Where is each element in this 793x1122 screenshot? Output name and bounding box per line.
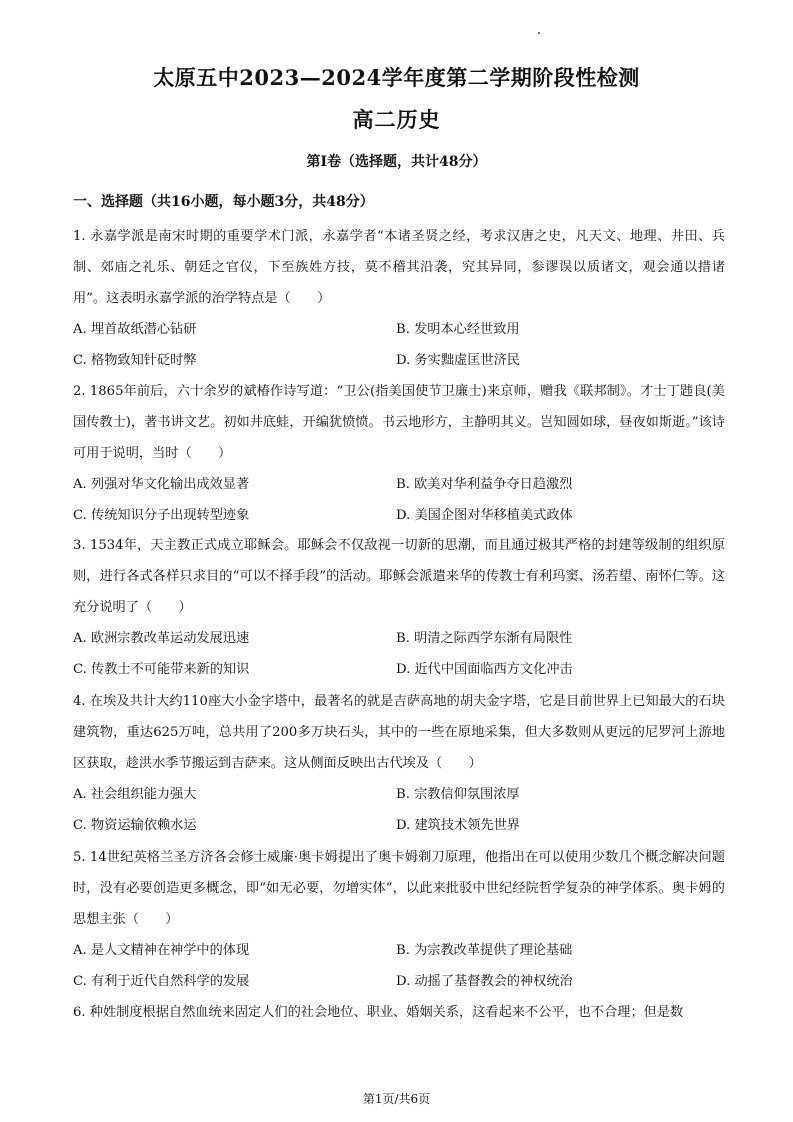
option-b[interactable]: B. 明清之际西学东渐有局限性: [396, 631, 573, 646]
options-row: [73, 314, 725, 345]
scan-dot: [538, 32, 540, 34]
option-d[interactable]: D. 近代中国面临西方文化冲击: [396, 662, 573, 677]
options-row: [73, 779, 725, 810]
question-stem: 4. 在埃及共计大约110座大小金字塔中，最著名的就是吉萨高地的胡夫金字塔，它是目前世界上已知最大的石块建筑物，重达625万吨，总共用了200多万块石头，其中的一些在原地采集，但大多数则从更远的尼罗河上游地区获取，趁洪水季节搬运到吉萨来。这从侧面反映出古代埃及（ ）: [73, 694, 725, 771]
option-c[interactable]: C. 传教士不可能带来新的知识: [73, 662, 250, 677]
option-d[interactable]: D. 建筑技术领先世界: [396, 818, 520, 833]
question-2: [73, 376, 725, 531]
option-c[interactable]: C. 格物致知针砭时弊: [73, 353, 197, 368]
question-3: [73, 530, 725, 685]
option-d[interactable]: D. 动摇了基督教会的神权统治: [396, 974, 573, 989]
option-d[interactable]: D. 美国企图对华移植美式政体: [396, 508, 573, 523]
question-6: [73, 997, 725, 1028]
options-row: [73, 654, 725, 685]
section-heading: 一、选择题（共16小题，每小题3分，共48分）: [73, 194, 374, 210]
option-b[interactable]: B. 发明本心经世致用: [396, 322, 520, 337]
options-row: [73, 810, 725, 841]
part-title: 第Ⅰ卷（选择题，共计48分）: [306, 154, 487, 170]
option-d[interactable]: D. 务实黜虚匡世济民: [396, 353, 520, 368]
options-row: [73, 935, 725, 966]
option-a[interactable]: A. 列强对华文化输出成效显著: [73, 477, 250, 492]
subject-title: 高二历史: [352, 107, 441, 132]
option-b[interactable]: B. 为宗教改革提供了理论基础: [396, 943, 573, 958]
question-stem: 2. 1865年前后，六十余岁的斌椿作诗写道：“卫公(指美国使节卫廉士)来京师，赠我《联邦制》。才士丁韪良(美国传教士)，著书讲文艺。初如井底蛙，开编犹愤愤。书云地形方，主静明其义。岂知圆如球，昼夜如斯逝。”该诗可用于说明，当时（ ）: [73, 384, 725, 461]
question-5: [73, 842, 725, 997]
question-stem: 1. 永嘉学派是南宋时期的重要学术门派，永嘉学者“本诸圣贤之经，考求汉唐之史，凡天文、地理、井田、兵制、郊庙之礼乐、朝廷之官仪，下至族姓方技，莫不稽其沿袭，究其异同，参谬误以质诸文，观会通以措诸用”。这表明永嘉学派的治学特点是（ ）: [73, 229, 725, 306]
option-b[interactable]: B. 宗教信仰氛围浓厚: [396, 787, 520, 802]
options-row: [73, 966, 725, 997]
option-c[interactable]: C. 传统知识分子出现转型迹象: [73, 508, 250, 523]
options-row: [73, 500, 725, 531]
page-number: 第1页/共6页: [362, 1092, 431, 1106]
option-a[interactable]: A. 是人文精神在神学中的体现: [73, 943, 250, 958]
option-c[interactable]: C. 有利于近代自然科学的发展: [73, 974, 250, 989]
option-a[interactable]: A. 埋首故纸潜心钻研: [73, 322, 197, 337]
question-stem: 3. 1534年，天主教正式成立耶稣会。耶稣会不仅敌视一切新的思潮，而且通过极其严格的封建等级制的组织原则，进行各式各样只求目的“可以不择手段”的活动。耶稣会派遣来华的传教士有利玛窦、汤若望、南怀仁等。这充分说明了（ ）: [73, 538, 725, 615]
options-row: [73, 623, 725, 654]
option-b[interactable]: B. 欧美对华利益争夺日趋激烈: [396, 477, 573, 492]
option-c[interactable]: C. 物资运输依赖水运: [73, 818, 197, 833]
option-a[interactable]: A. 社会组织能力强大: [73, 787, 197, 802]
exam-title: 太原五中2023—2024学年度第二学期阶段性检测: [153, 65, 640, 90]
options-row: [73, 345, 725, 376]
options-row: [73, 469, 725, 500]
option-a[interactable]: A. 欧洲宗教改革运动发展迅速: [73, 631, 250, 646]
question-1: [73, 221, 725, 376]
question-stem: 6. 种姓制度根据自然血统来固定人们的社会地位、职业、婚姻关系，这看起来不公平，也不合理；但是数: [73, 1005, 684, 1020]
question-4: [73, 686, 725, 841]
question-stem: 5. 14世纪英格兰圣方济各会修士威廉·奥卡姆提出了奥卡姆剃刀原理，他指出在可以使用少数几个概念解决问题时，没有必要创造更多概念，即“如无必要，勿增实体”，以此来批驳中世纪经院哲学复杂的神学体系。奥卡姆的思想主张（ ）: [73, 850, 725, 927]
